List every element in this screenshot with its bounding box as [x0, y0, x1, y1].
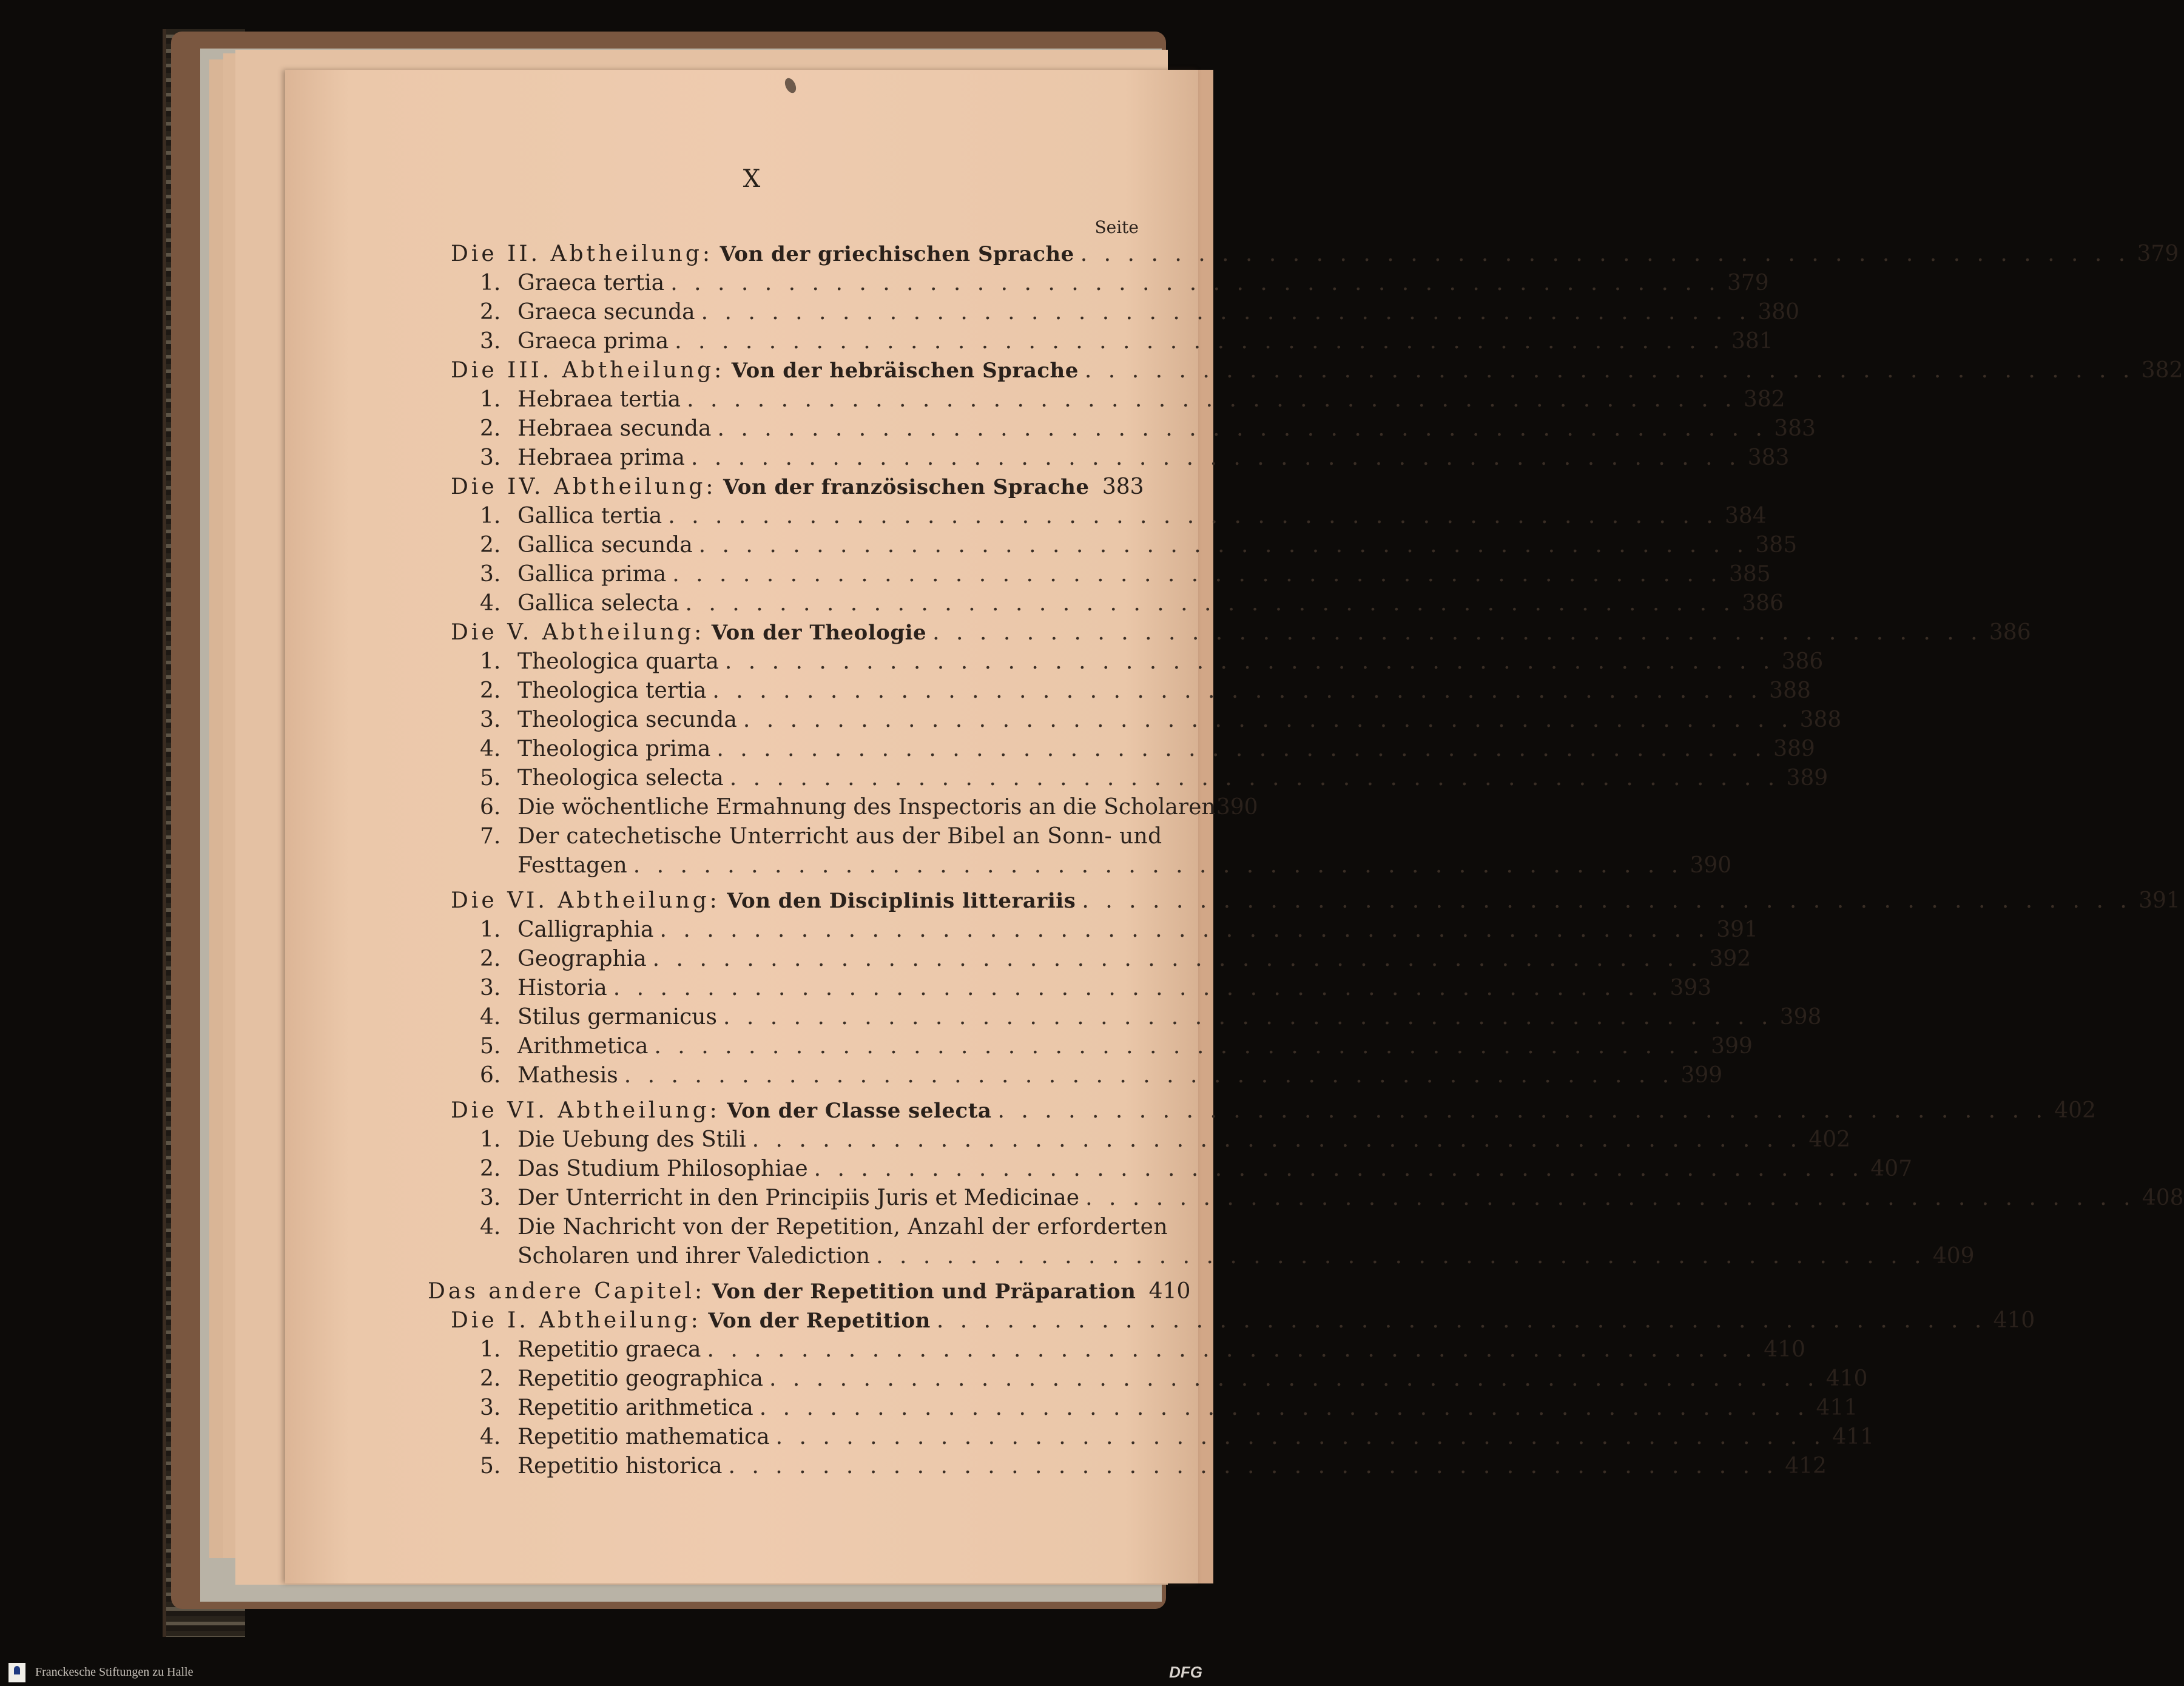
- entry-page: 399: [1680, 1063, 1723, 1088]
- entry-page: 410: [1993, 1308, 2035, 1333]
- leader-dots: . . . . . . . . . . . . . . . . . . . . . . . . . . . . . . . . . . . . . . . . . . . . .: [668, 504, 1718, 528]
- entry-title: Hebraea prima: [517, 445, 685, 470]
- entry-number: 2.: [480, 533, 501, 558]
- leader-dots: . . . . . . . . . . . . . . . . . . . . . . . . . . . . . . . . . . . . . . . . . . . . .: [633, 853, 1684, 878]
- entry-title: Theologica prima: [517, 737, 711, 761]
- toc-item: [428, 1452, 1827, 1481]
- entry-page: 379: [1727, 271, 1769, 295]
- entry-page: 408: [2142, 1185, 2184, 1210]
- toc-item: [428, 945, 1751, 974]
- entry-title-cont: Scholaren und ihrer Valediction: [517, 1244, 871, 1269]
- entry-title: Graeca prima: [517, 329, 669, 354]
- toc-item-continuation: [428, 851, 1732, 880]
- entry-label: [451, 473, 1090, 502]
- entry-page: 383: [1774, 416, 1816, 441]
- entry-title: Graeca secunda: [517, 300, 695, 325]
- page-number: X: [743, 165, 762, 193]
- entry-page: 386: [1989, 620, 2031, 645]
- entry-number: 2.: [480, 300, 501, 325]
- leader-dots: . . . . . . . . . . . . . . . . . . . . . . . . . . . . . . . . . . . . . . . . . . . . .: [701, 300, 1751, 325]
- leader-dots: . . . . . . . . . . . . . . . . . . . . . . . . . . . . . . . . . . . . . . . . . . . . .: [932, 620, 1983, 645]
- leader-dots: . . . . . . . . . . . . . . . . . . . . . . . . . . . . . . . . . . . . . . . . . . . . .: [613, 976, 1663, 1000]
- entry-title: Repetitio arithmetica: [517, 1395, 753, 1420]
- entry-title: Geographia: [517, 946, 647, 971]
- entry-page: 402: [1808, 1127, 1851, 1152]
- toc-item: [428, 560, 1771, 589]
- entry-title: Theologica quarta: [517, 649, 719, 674]
- leader-dots: . . . . . . . . . . . . . . . . . . . . . . . . . . . . . . . . . . . . . . . . . . . . .: [712, 678, 1762, 703]
- entry-lead: Die VI. Abtheilung:: [451, 1098, 720, 1123]
- section-entry: [428, 618, 2031, 647]
- entry-number: 2.: [480, 946, 501, 971]
- leader-dots: . . . . . . . . . . . . . . . . . . . . . . . . . . . . . . . . . . . . . . . . . . . . .: [936, 1308, 1987, 1333]
- entry-title-cont: Festtagen: [517, 853, 627, 878]
- leader-dots: . . . . . . . . . . . . . . . . . . . . . . . . . . . . . . . . . . . . . . . . . . . . .: [876, 1244, 1926, 1269]
- entry-page: 380: [1758, 300, 1800, 325]
- entry-page: 402: [2054, 1098, 2096, 1123]
- entry-page: 386: [1781, 649, 1824, 674]
- toc-item: [428, 443, 1790, 473]
- leader-dots: . . . . . . . . . . . . . . . . . . . . . . . . . . . . . . . . . . . . . . . . . . . . .: [814, 1156, 1864, 1181]
- entry-lead: Die IV. Abtheilung:: [451, 474, 716, 499]
- leader-dots: . . . . . . . . . . . . . . . . . . . . . . . . . . . . . . . . . . . . . . . . . . . . .: [1085, 1185, 2135, 1210]
- entry-number: 2.: [480, 1366, 501, 1391]
- dfg-logo: DFG: [1169, 1663, 1202, 1681]
- entry-title: Gallica secunda: [517, 533, 693, 558]
- entry-page: 399: [1711, 1034, 1753, 1059]
- toc-item: [428, 1155, 1913, 1184]
- entry-lead: Die I. Abtheilung:: [451, 1308, 701, 1333]
- entry-page: 379: [2137, 241, 2179, 266]
- section-entry: [428, 1096, 2096, 1125]
- leader-dots: . . . . . . . . . . . . . . . . . . . . . . . . . . . . . . . . . . . . . . . . . . . . .: [723, 1005, 1773, 1030]
- institution-name: Franckesche Stiftungen zu Halle: [35, 1665, 194, 1679]
- entry-number: 3.: [480, 329, 501, 354]
- entry-title: Von der griechischen Sprache: [720, 242, 1074, 266]
- section-entry: [428, 1306, 2035, 1335]
- entry-number: 6.: [480, 795, 501, 820]
- entry-lead: Die III. Abtheilung:: [451, 358, 725, 383]
- leader-dots: . . . . . . . . . . . . . . . . . . . . . . . . . . . . . . . . . . . . . . . . . . . . .: [624, 1063, 1674, 1088]
- entry-title: Die Uebung des Stili: [517, 1127, 746, 1152]
- entry-title: Von der hebräischen Sprache: [731, 359, 1079, 383]
- entry-page: 411: [1832, 1425, 1875, 1449]
- toc-item: [428, 1335, 1805, 1364]
- entry-title: Stilus germanicus: [517, 1005, 717, 1030]
- entry-lead: Die V. Abtheilung:: [451, 620, 705, 645]
- entry-page: 385: [1728, 562, 1771, 587]
- leader-dots: . . . . . . . . . . . . . . . . . . . . . . . . . . . . . . . . . . . . . . . . . . . . .: [724, 649, 1775, 674]
- entry-number: 2.: [480, 416, 501, 441]
- leader-dots: . . . . . . . . . . . . . . . . . . . . . . . . . . . . . . . . . . . . . . . . . . . . .: [1080, 241, 2131, 266]
- entry-number: 1.: [480, 917, 501, 942]
- leader-dots: . . . . . . . . . . . . . . . . . . . . . . . . . . . . . . . . . . . . . . . . . . . . .: [717, 416, 1767, 441]
- entry-number: 3.: [480, 707, 501, 732]
- toc-item: [428, 269, 1769, 298]
- entry-number: 1.: [480, 387, 501, 412]
- entry-label: [451, 356, 1079, 385]
- entry-page: 409: [1932, 1244, 1975, 1269]
- entry-number: 4.: [480, 1215, 501, 1239]
- toc-item: [428, 822, 1162, 851]
- leader-dots: . . . . . . . . . . . . . . . . . . . . . . . . . . . . . . . . . . . . . . . . . . . . .: [654, 1034, 1704, 1059]
- entry-page: 391: [1716, 917, 1758, 942]
- entry-page: 407: [1870, 1156, 1913, 1181]
- entry-page: 398: [1779, 1005, 1822, 1030]
- toc-item: [428, 1003, 1822, 1032]
- entry-title: Die Nachricht von der Repetition, Anzahl der erforderten: [517, 1215, 1168, 1239]
- entry-number: 7.: [480, 824, 501, 849]
- entry-number: 3.: [480, 976, 501, 1000]
- entry-number: 5.: [480, 1454, 501, 1479]
- entry-number: 3.: [480, 1395, 501, 1420]
- toc-item: [428, 1213, 1168, 1242]
- entry-title: Theologica tertia: [517, 678, 707, 703]
- leader-dots: . . . . . . . . . . . . . . . . . . . . . . . . . . . . . . . . . . . . . . . . . . . . .: [698, 533, 1749, 558]
- section-entry: [428, 240, 2179, 269]
- entry-number: 1.: [480, 1127, 501, 1152]
- entry-title: Repetitio mathematica: [517, 1425, 770, 1449]
- entry-lead: Das andere Capitel:: [428, 1279, 706, 1304]
- entry-page: 412: [1785, 1454, 1827, 1479]
- institution-logo-icon: [8, 1663, 25, 1682]
- entry-title: Graeca tertia: [517, 271, 665, 295]
- leader-dots: . . . . . . . . . . . . . . . . . . . . . . . . . . . . . . . . . . . . . . . . . . . . .: [691, 445, 1741, 470]
- entry-title: Mathesis: [517, 1063, 618, 1088]
- entry-title: Repetitio historica: [517, 1454, 723, 1479]
- leader-dots: . . . . . . . . . . . . . . . . . . . . . . . . . . . . . . . . . . . . . . . . . . . . .: [670, 271, 1721, 295]
- entry-title: Hebraea tertia: [517, 387, 681, 412]
- leader-dots: . . . . . . . . . . . . . . . . . . . . . . . . . . . . . . . . . . . . . . . . . . . . .: [659, 917, 1710, 942]
- entry-title: Repetitio geographica: [517, 1366, 763, 1391]
- entry-lead: Die II. Abtheilung:: [451, 241, 713, 266]
- toc-item: [428, 1394, 1858, 1423]
- entry-title: Der Unterricht in den Principiis Juris et Medicinae: [517, 1185, 1080, 1210]
- toc-item: [428, 1184, 2184, 1213]
- entry-title: Historia: [517, 976, 607, 1000]
- entry-page: 381: [1731, 329, 1773, 354]
- toc-item: [428, 385, 1785, 414]
- toc-item: [428, 1125, 1851, 1155]
- entry-page: 389: [1786, 766, 1828, 791]
- toc-item: [428, 298, 1800, 327]
- entry-title: Arithmetica: [517, 1034, 649, 1059]
- entry-page: 388: [1769, 678, 1811, 703]
- entry-number: 5.: [480, 1034, 501, 1059]
- seite-label: Seite: [1094, 217, 1139, 237]
- entry-number: 1.: [480, 504, 501, 528]
- toc-item: [428, 531, 1798, 560]
- chapter-entry: [428, 1277, 1191, 1306]
- entry-page: 411: [1816, 1395, 1858, 1420]
- toc-item: [428, 414, 1816, 443]
- leader-dots: . . . . . . . . . . . . . . . . . . . . . . . . . . . . . . . . . . . . . . . . . . . . .: [728, 1454, 1778, 1479]
- entry-number: 1.: [480, 1337, 501, 1362]
- leader-dots: . . . . . . . . . . . . . . . . . . . . . . . . . . . . . . . . . . . . . . . . . . . . .: [997, 1098, 2048, 1123]
- entry-page: 382: [1743, 387, 1785, 412]
- section-entry: [428, 356, 2183, 385]
- entry-page: 390: [1690, 853, 1732, 878]
- table-of-contents: [428, 215, 2184, 1481]
- entry-label: [451, 1096, 991, 1125]
- entry-label: [451, 618, 926, 647]
- leader-dots: . . . . . . . . . . . . . . . . . . . . . . . . . . . . . . . . . . . . . . . . . . . . .: [672, 562, 1722, 587]
- entry-title: Gallica selecta: [517, 591, 679, 616]
- entry-title: Von der Classe selecta: [727, 1099, 992, 1123]
- entry-number: 1.: [480, 271, 501, 295]
- entry-title: Calligraphia: [517, 917, 654, 942]
- entry-page: 384: [1725, 504, 1767, 528]
- leader-dots: . . . . . . . . . . . . . . . . . . . . . . . . . . . . . . . . . . . . . . . . . . . . .: [759, 1395, 1810, 1420]
- leader-dots: . . . . . . . . . . . . . . . . . . . . . . . . . . . . . . . . . . . . . . . . . . . . .: [687, 387, 1737, 412]
- entry-label: [451, 240, 1074, 269]
- leader-dots: . . . . . . . . . . . . . . . . . . . . . . . . . . . . . . . . . . . . . . . . . . . . .: [675, 329, 1725, 354]
- toc-item: [428, 735, 1815, 764]
- entry-title: Das Studium Philosophiae: [517, 1156, 808, 1181]
- entry-page: 410: [1148, 1279, 1191, 1304]
- leader-dots: . . . . . . . . . . . . . . . . . . . . . . . . . . . . . . . . . . . . . . . . . . . . .: [1082, 888, 2132, 913]
- entry-label: [428, 1277, 1136, 1306]
- entry-number: 6.: [480, 1063, 501, 1088]
- leader-dots: . . . . . . . . . . . . . . . . . . . . . . . . . . . . . . . . . . . . . . . . . . . . .: [1084, 358, 2135, 383]
- entry-page: 385: [1755, 533, 1798, 558]
- section-entry: [428, 473, 1144, 502]
- toc-item: [428, 502, 1767, 531]
- entry-page: 382: [2141, 358, 2183, 383]
- entry-number: 2.: [480, 1156, 501, 1181]
- toc-item: [428, 974, 1712, 1003]
- entry-page: 383: [1747, 445, 1790, 470]
- toc-item: [428, 915, 1758, 945]
- entry-page: 388: [1799, 707, 1842, 732]
- entry-number: 3.: [480, 562, 501, 587]
- toc-item: [428, 764, 1828, 793]
- entry-page: 389: [1773, 737, 1815, 761]
- toc-item: [428, 1423, 1875, 1452]
- entry-number: 4.: [480, 591, 501, 616]
- leader-dots: . . . . . . . . . . . . . . . . . . . . . . . . . . . . . . . . . . . . . . . . . . . . .: [775, 1425, 1826, 1449]
- entry-title: Gallica prima: [517, 562, 667, 587]
- entry-page: 410: [1825, 1366, 1868, 1391]
- entry-page: 391: [2138, 888, 2180, 913]
- entry-title: Von den Disciplinis litterariis: [727, 889, 1076, 913]
- entry-lead: Die VI. Abtheilung:: [451, 888, 720, 913]
- entry-title: Von der Repetition: [708, 1309, 931, 1333]
- leader-dots: . . . . . . . . . . . . . . . . . . . . . . . . . . . . . . . . . . . . . . . . . . . . .: [743, 707, 1793, 732]
- leader-dots: . . . . . . . . . . . . . . . . . . . . . . . . . . . . . . . . . . . . . . . . . . . . .: [716, 737, 1767, 761]
- viewer-footer: [0, 1659, 1213, 1686]
- toc-item: [428, 793, 1258, 822]
- entry-number: 4.: [480, 1425, 501, 1449]
- leader-dots: . . . . . . . . . . . . . . . . . . . . . . . . . . . . . . . . . . . . . . . . . . . . .: [707, 1337, 1757, 1362]
- toc-item: [428, 1061, 1723, 1090]
- entry-number: 5.: [480, 766, 501, 791]
- entry-page: 386: [1742, 591, 1784, 616]
- toc-item: [428, 1032, 1753, 1061]
- entry-number: 2.: [480, 678, 501, 703]
- entry-label: [451, 1306, 931, 1335]
- leader-dots: . . . . . . . . . . . . . . . . . . . . . . . . . . . . . . . . . . . . . . . . . . . . .: [729, 766, 1780, 791]
- section-entry: [428, 886, 2180, 915]
- entry-number: 4.: [480, 737, 501, 761]
- entry-page: 392: [1709, 946, 1751, 971]
- entry-title: Der catechetische Unterricht aus der Bibel an Sonn- und: [517, 824, 1162, 849]
- toc-item-continuation: [428, 1242, 1975, 1271]
- entry-title: Von der französischen Sprache: [723, 475, 1090, 499]
- entry-title: Theologica selecta: [517, 766, 724, 791]
- leader-dots: . . . . . . . . . . . . . . . . . . . . . . . . . . . . . . . . . . . . . . . . . . . . .: [685, 591, 1735, 616]
- entry-label: [451, 886, 1076, 915]
- entry-title: Gallica tertia: [517, 504, 662, 528]
- entry-title: Hebraea secunda: [517, 416, 712, 441]
- entry-title: Theologica secunda: [517, 707, 737, 732]
- leader-dots: . . . . . . . . . . . . . . . . . . . . . . . . . . . . . . . . . . . . . . . . . . . . .: [752, 1127, 1802, 1152]
- entry-number: 3.: [480, 445, 501, 470]
- entry-page: 410: [1764, 1337, 1805, 1362]
- entry-title: Repetitio graeca: [517, 1337, 701, 1362]
- entry-title: Von der Theologie: [711, 621, 927, 645]
- leader-dots: . . . . . . . . . . . . . . . . . . . . . . . . . . . . . . . . . . . . . . . . . . . . .: [769, 1366, 1819, 1391]
- entry-number: 3.: [480, 1185, 501, 1210]
- toc-item: [428, 1364, 1868, 1394]
- entry-page: 393: [1670, 976, 1712, 1000]
- toc-item: [428, 706, 1842, 735]
- toc-item: [428, 676, 1811, 706]
- entry-number: 4.: [480, 1005, 501, 1030]
- leader-dots: . . . . . . . . . . . . . . . . . . . . . . . . . . . . . . . . . . . . . . . . . . . . .: [652, 946, 1703, 971]
- entry-page: 383: [1102, 474, 1144, 499]
- toc-item: [428, 647, 1824, 676]
- toc-item: [428, 327, 1773, 356]
- toc-item: [428, 589, 1784, 618]
- entry-page: 390: [1216, 795, 1258, 820]
- entry-title: Von der Repetition und Präparation: [712, 1280, 1136, 1304]
- entry-number: 1.: [480, 649, 501, 674]
- entry-title: Die wöchentliche Ermahnung des Inspectoris an die Scholaren: [517, 795, 1216, 820]
